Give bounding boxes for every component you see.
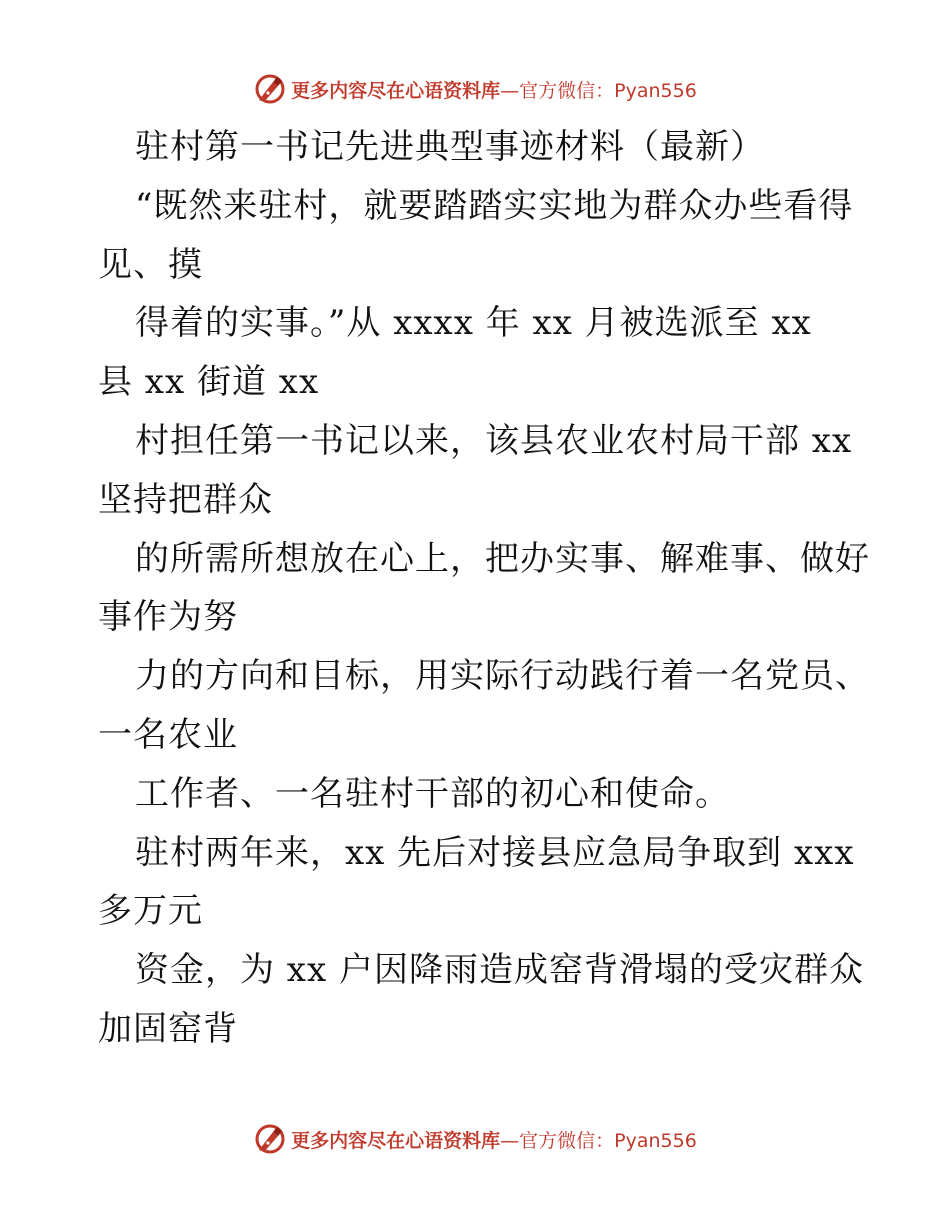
header-banner	[0, 72, 950, 106]
paragraph-line: 力的方向和目标，用实际行动践行着一名党员、	[135, 656, 870, 697]
banner-wechat-text: —官方微信：Pyan556	[500, 1129, 697, 1152]
paragraph-line: 坚持把群众	[98, 479, 273, 520]
paragraph-line: 一名农业	[98, 714, 238, 755]
paragraph-line: 见、摸	[98, 244, 203, 285]
document-body	[98, 118, 868, 1059]
banner-main-text: 更多内容尽在心语资料库	[291, 1129, 501, 1152]
pen-nib-logo-icon	[253, 1122, 287, 1156]
paragraph-line: 工作者、一名驻村干部的初心和使命。	[135, 773, 730, 814]
footer-banner	[0, 1122, 950, 1156]
banner-wechat-text: —官方微信：Pyan556	[500, 79, 697, 102]
paragraph-line: 县 xx 街道 xx	[98, 362, 320, 403]
paragraph-line: 多万元	[98, 891, 203, 932]
paragraph-line: 的所需所想放在心上，把办实事、解难事、做好	[135, 538, 870, 579]
paragraph-line: 驻村两年来，xx 先后对接县应急局争取到 xxx	[135, 832, 855, 873]
paragraph-line: “既然来驻村，就要踏踏实实地为群众办些看得	[135, 185, 854, 226]
paragraph-line: 村担任第一书记以来，该县农业农村局干部 xx	[135, 420, 853, 461]
banner-main-text: 更多内容尽在心语资料库	[291, 79, 501, 102]
paragraph-line: 得着的实事。”从 xxxx 年 xx 月被选派至 xx	[135, 303, 812, 344]
paragraph-line: 资金，为 xx 户因降雨造成窑背滑塌的受灾群众	[135, 950, 864, 991]
pen-nib-logo-icon	[253, 72, 287, 106]
paragraph-line: 加固窑背	[98, 1008, 238, 1049]
paragraph-line: 事作为努	[98, 597, 238, 638]
document-title: 驻村第一书记先进典型事迹材料（最新）	[135, 127, 765, 167]
